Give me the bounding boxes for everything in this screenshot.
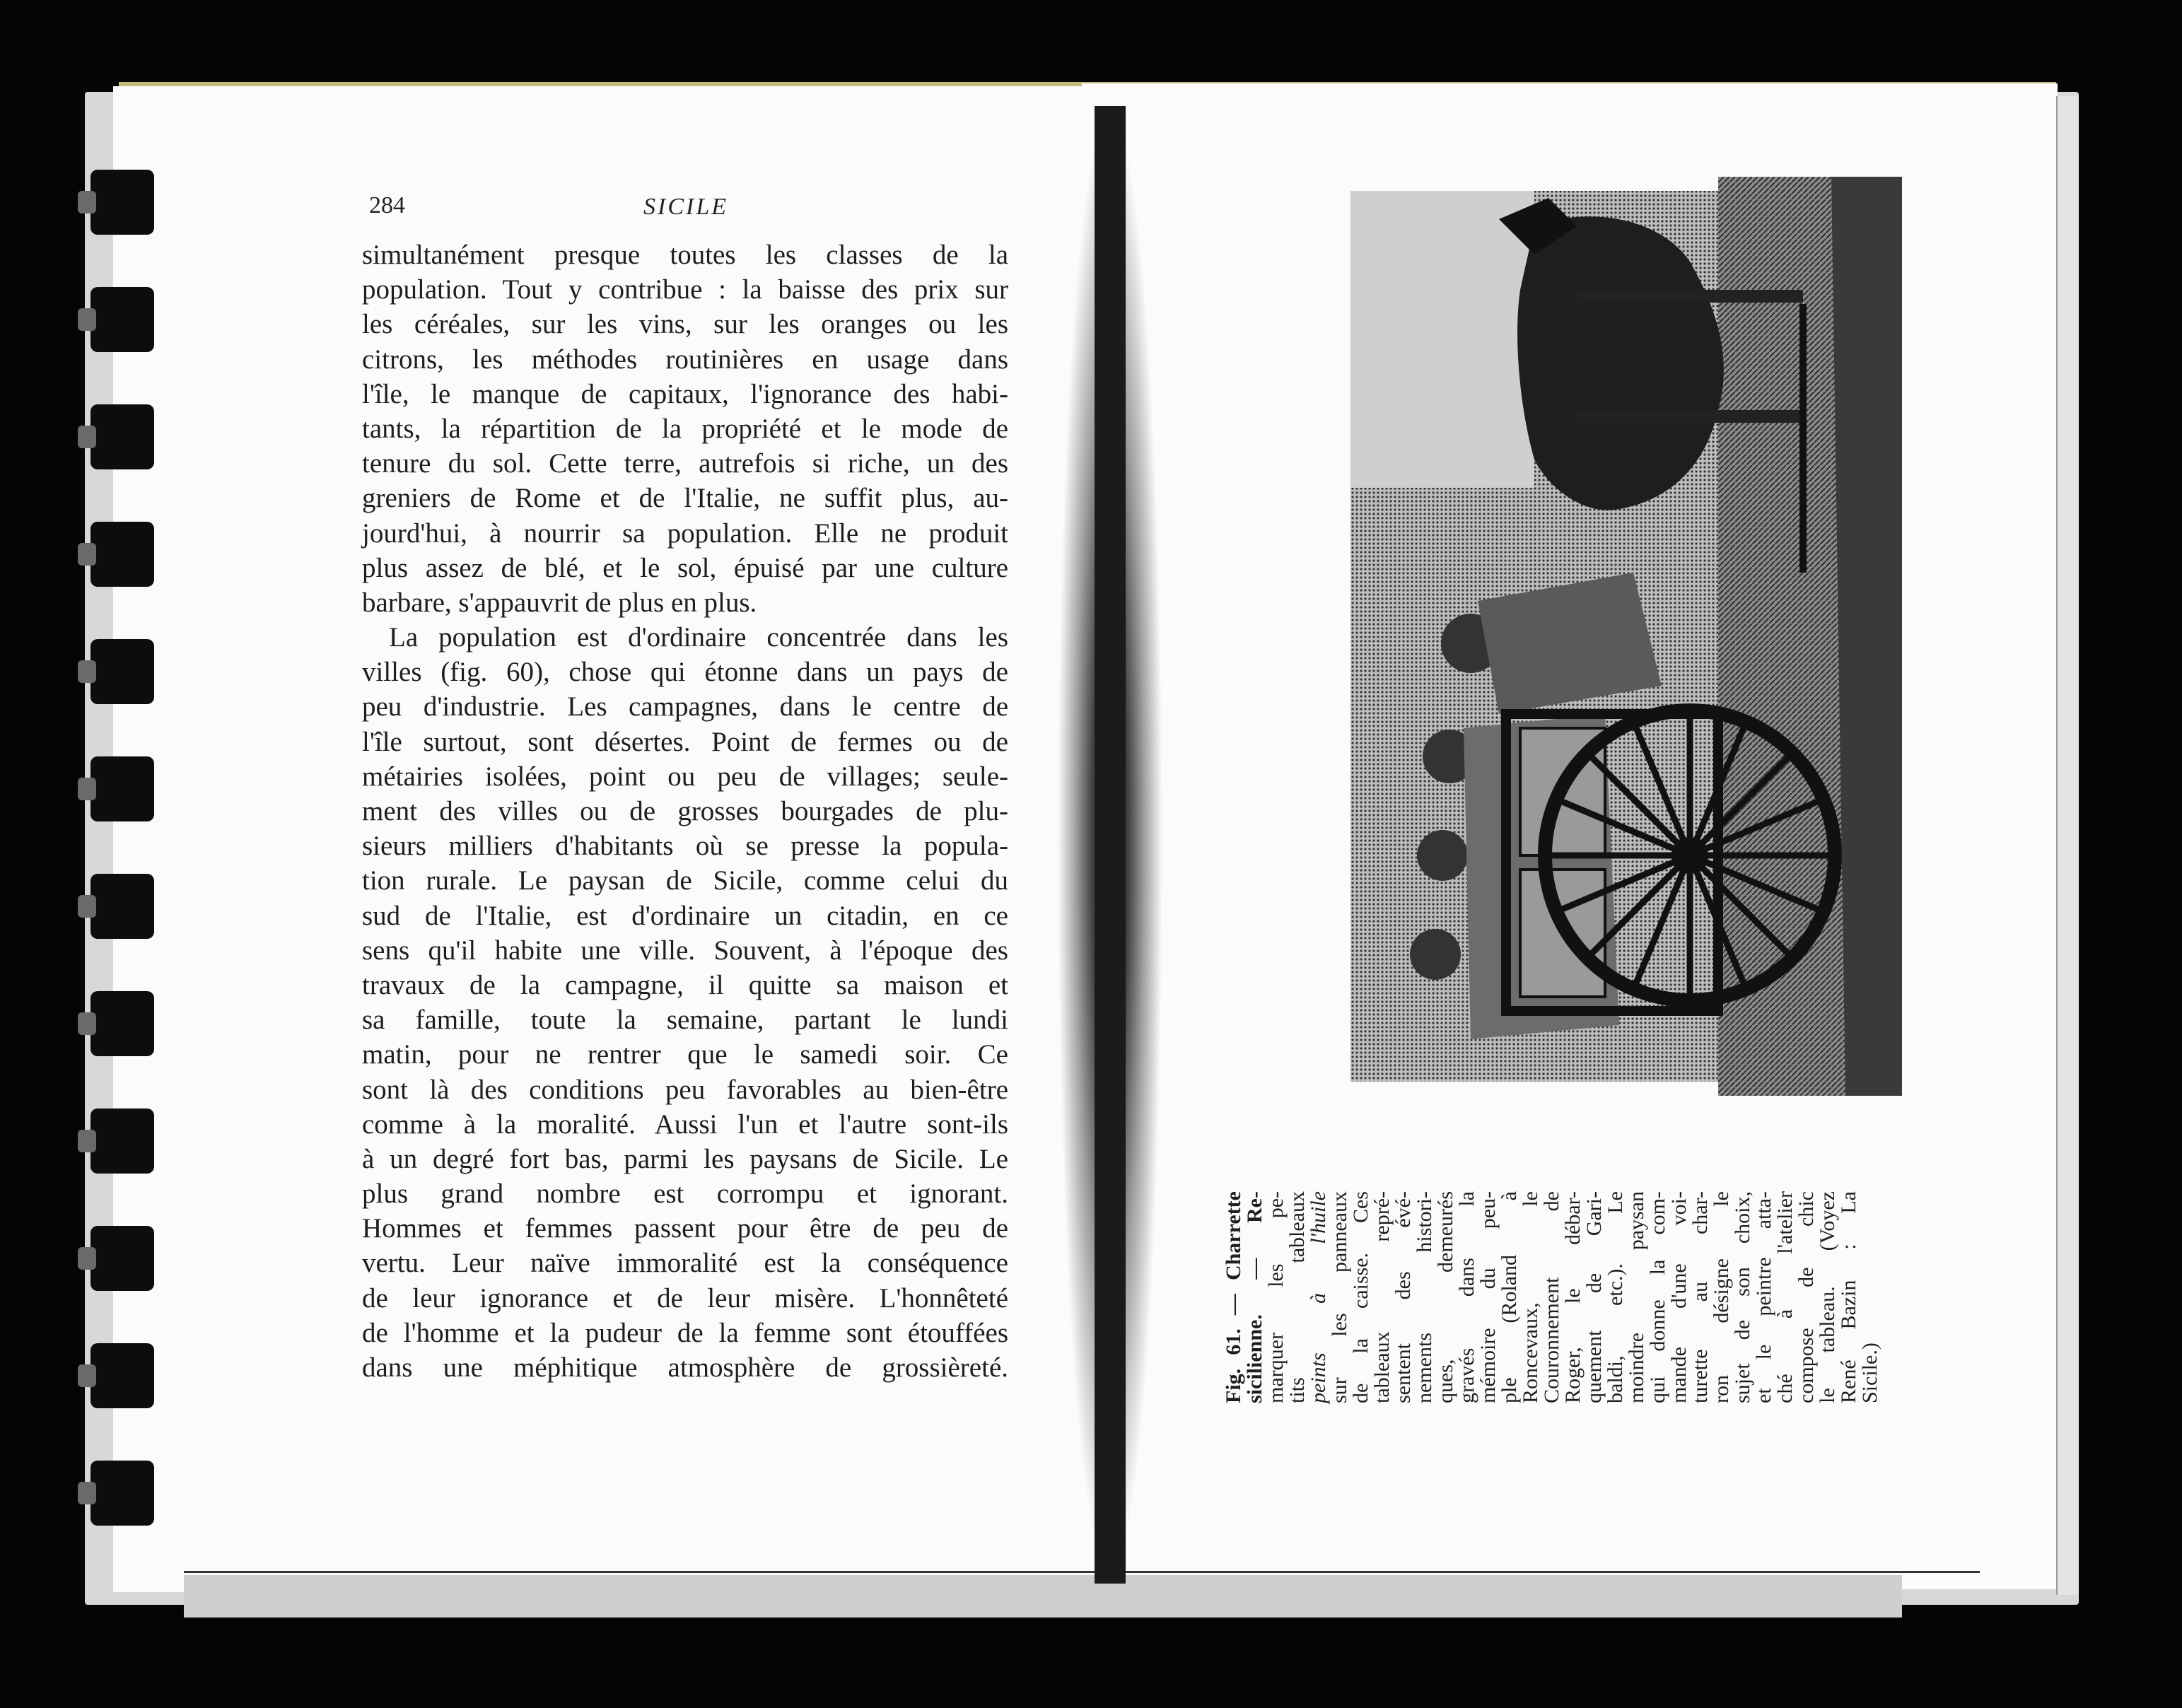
text-line: greniers de Rome et de l'Italie, ne suffit plus, au- xyxy=(362,483,1008,514)
spiral-coil xyxy=(91,991,154,1056)
caption-line: ple (Roland à xyxy=(1498,1191,1521,1403)
spiral-coil xyxy=(91,639,154,704)
text-line: sa famille, toute la semaine, partant le lundi xyxy=(362,1005,1008,1036)
caption-line: Roncevaux, le xyxy=(1519,1191,1542,1403)
text-line: villes (fig. 60), chose qui étonne dans un pays de xyxy=(362,657,1008,688)
caption-line: peints à l'huile xyxy=(1307,1191,1330,1403)
text-line: La population est d'ordinaire concentrée dans les xyxy=(389,622,1008,653)
caption-line: turette au char- xyxy=(1688,1191,1712,1403)
spiral-coil xyxy=(91,404,154,469)
caption-line: René Bazin : La xyxy=(1837,1191,1860,1403)
caption-line: mande d'une voi- xyxy=(1667,1191,1691,1403)
caption-line: de la caisse. Ces xyxy=(1349,1191,1372,1403)
caption-line: et le peintre atta- xyxy=(1752,1191,1775,1403)
caption-line: Sicile.) xyxy=(1858,1343,1881,1403)
text-line: les céréales, sur les vins, sur les oranges ou les xyxy=(362,309,1008,340)
text-line: jourd'hui, à nourrir sa population. Elle ne produit xyxy=(362,517,1008,549)
spiral-coil xyxy=(91,756,154,821)
text-line: plus assez de blé, et le sol, épuisé par une culture xyxy=(362,552,1008,583)
text-line: tants, la répartition de la propriété et le mode de xyxy=(362,413,1008,444)
text-line: barbare, s'appauvrit de plus en plus. xyxy=(362,587,757,618)
spiral-coil xyxy=(91,1109,154,1174)
text-line: population. Tout y contribue : la baisse des prix sur xyxy=(362,274,1008,305)
caption-line: ché à l'atelier xyxy=(1773,1191,1797,1403)
text-line: l'île surtout, sont désertes. Point de fermes ou de xyxy=(362,726,1008,757)
caption-line: qui donne la com- xyxy=(1646,1191,1669,1403)
text-line: tion rurale. Le paysan de Sicile, comme celui du xyxy=(362,865,1008,896)
caption-line: Fig. 61. — Charrette xyxy=(1222,1191,1245,1403)
text-line: sieurs milliers d'habitants où se presse la popula- xyxy=(362,831,1008,862)
caption-line: tits tableaux xyxy=(1285,1191,1309,1403)
text-line: de leur ignorance et de leur misère. L'honnêteté xyxy=(362,1282,1008,1314)
spiral-coil xyxy=(91,522,154,587)
page-stack-bottom xyxy=(184,1575,1902,1618)
text-line: peu d'industrie. Les campagnes, dans le centre de xyxy=(362,691,1008,723)
spiral-coil xyxy=(91,1343,154,1408)
caption-line: sentent des évé- xyxy=(1392,1191,1415,1403)
text-line: sont là des conditions peu favorables au bien-être xyxy=(362,1074,1008,1105)
text-line: matin, pour ne rentrer que le samedi soir. Ce xyxy=(362,1039,1008,1070)
paragraph-1 xyxy=(362,239,1008,621)
caption-line: sur les panneaux xyxy=(1328,1191,1351,1403)
caption-line: Roger, le débar- xyxy=(1561,1191,1585,1403)
body-text xyxy=(362,239,1008,1386)
text-line: métairies isolées, point ou peu de villages; seule- xyxy=(362,761,1008,792)
caption-line: ron désigne le xyxy=(1710,1191,1733,1403)
text-line: travaux de la campagne, il quitte sa maison et xyxy=(362,969,1008,1000)
spiral-coil xyxy=(91,874,154,939)
caption-line: le tableau. (Voyez xyxy=(1816,1191,1839,1403)
text-line: dans une méphitique atmosphère de grossièreté. xyxy=(362,1352,1008,1383)
page-number: 284 xyxy=(369,192,405,218)
paragraph-2 xyxy=(362,621,1008,1386)
text-line: sens qu'il habite une ville. Souvent, à l'époque des xyxy=(362,935,1008,966)
text-line: tenure du sol. Cette terre, autrefois si riche, un des xyxy=(362,448,1008,479)
text-line: comme à la moralité. Aussi l'un et l'autre sont-ils xyxy=(362,1109,1008,1140)
text-line: citrons, les méthodes routinières en usage dans xyxy=(362,344,1008,375)
figure-caption xyxy=(1222,1191,1881,1403)
text-line: de l'homme et la pudeur de la femme sont étouffées xyxy=(362,1317,1008,1348)
caption-line: Couronnement de xyxy=(1540,1191,1563,1403)
caption-line: mémoire du peu- xyxy=(1476,1191,1500,1403)
text-line: vertu. Leur naïve immoralité est la conséquence xyxy=(362,1248,1008,1279)
caption-line: gravés dans la xyxy=(1455,1191,1478,1403)
running-title: SICILE xyxy=(643,194,728,220)
caption-line: ques, demeurés xyxy=(1434,1191,1457,1403)
gutter-fold xyxy=(1095,106,1126,1584)
text-line: à un degré fort bas, parmi les paysans de Sicile. Le xyxy=(362,1143,1008,1174)
caption-line: tableaux repré- xyxy=(1370,1191,1394,1403)
text-line: simultanément presque toutes les classes de la xyxy=(362,240,1008,270)
spiral-coil xyxy=(91,287,154,352)
text-line: l'île, le manque de capitaux, l'ignorance des habi- xyxy=(362,378,1008,409)
caption-line: nements histori- xyxy=(1413,1191,1436,1403)
spiral-coil xyxy=(91,1226,154,1291)
spiral-coil xyxy=(91,1461,154,1526)
caption-line: quement de Gari- xyxy=(1582,1191,1606,1403)
text-line: plus grand nombre est corrompu et ignorant. xyxy=(362,1178,1008,1210)
caption-line: moindre paysan xyxy=(1625,1191,1648,1403)
caption-line: baldi, etc.). Le xyxy=(1604,1191,1627,1403)
caption-line: marquer les pe- xyxy=(1264,1191,1288,1403)
text-line: sud de l'Italie, est d'ordinaire un citadin, en ce xyxy=(362,900,1008,931)
text-line: ment des villes ou de grosses bourgades de plu- xyxy=(362,796,1008,826)
caption-line: sujet de son choix, xyxy=(1731,1191,1754,1403)
spiral-coil xyxy=(91,170,154,235)
text-line: Hommes et femmes passent pour être de peu de xyxy=(362,1213,1008,1244)
sicilian-cart-engraving xyxy=(1266,177,1902,1096)
caption-line: sicilienne. — Re- xyxy=(1243,1191,1266,1403)
page-stack-edge xyxy=(2056,96,2079,1595)
running-head xyxy=(369,187,737,222)
caption-line: compose de chic xyxy=(1795,1191,1818,1403)
